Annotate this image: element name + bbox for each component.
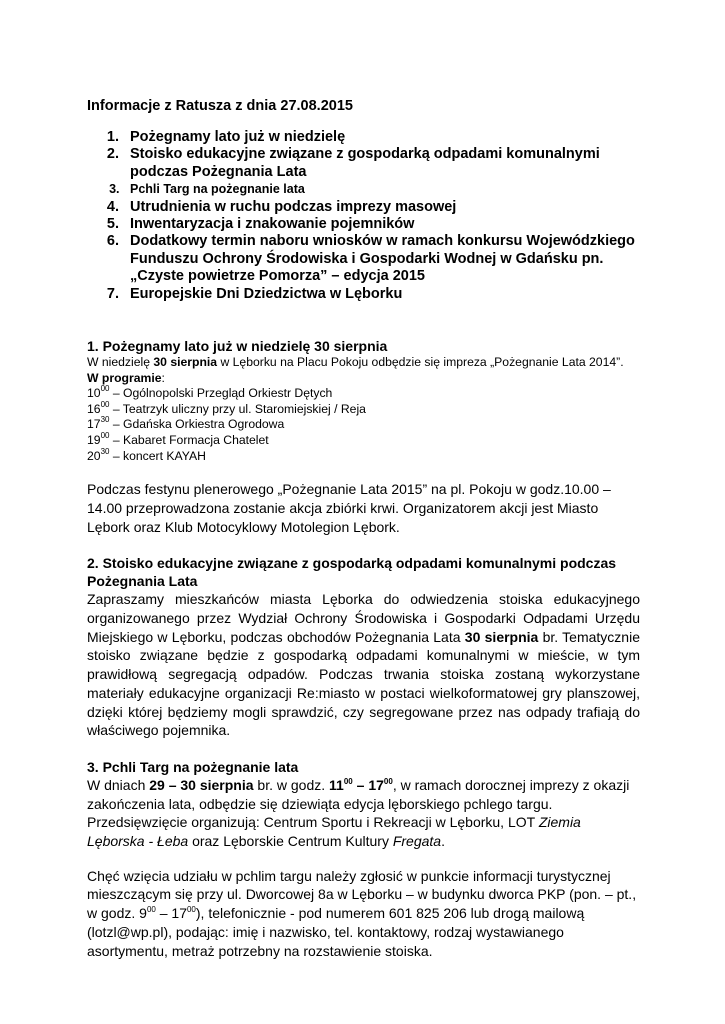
fregata-name: Fregata: [392, 833, 442, 850]
program-minute: 00: [100, 399, 110, 409]
program-label: [87, 371, 640, 387]
body-text: oraz Lęborskie Centrum Kultury: [188, 833, 393, 850]
program-text: – Ogólnopolski Przegląd Orkiestr Dętych: [109, 386, 333, 401]
toc-item: 6. Dodatkowy termin naboru wniosków w ramach konkursu Wojewódzkiego Funduszu Ochrony Środowiska i Gospodarki Wodnej w Gdańsku pn. „Czyste powietrze Pomorza” – edycja 2015: [123, 233, 640, 285]
section-3-paragraph-1: [87, 776, 640, 851]
body-date: 30 sierpnia: [464, 628, 539, 645]
program-hour: 10: [87, 386, 101, 401]
document-title: Informacje z Ratusza z dnia 27.08.2015: [87, 98, 353, 114]
program-text: – Teatrzyk uliczny przy ul. Staromiejskiej / Reja: [109, 401, 366, 416]
program-label-text: W programie: [87, 370, 162, 385]
program-minute: 00: [100, 431, 110, 441]
lot-name: Ziemia Lęborska - Łeba: [87, 814, 581, 850]
intro-text: W niedzielę: [87, 355, 154, 370]
section-1-heading: 1. Pożegnamy lato już w niedzielę 30 sierpnia: [87, 338, 388, 355]
document-page: [87, 97, 640, 960]
section-3-paragraph-2: [87, 867, 640, 961]
body-text: Zapraszamy mieszkańców miasta Lęborka do odwiedzenia stoiska edukacyjnego organizowanego przez Wydział Ochrony Środowiska i Gospodarki Odpadami Urzędu Miejskiego w Lęborku, podczas obchodów Pożegnania Lata: [87, 591, 640, 645]
section-3: [87, 758, 640, 960]
toc-item: 5. Inwentaryzacja i znakowanie pojemników: [123, 216, 640, 233]
program-minute: 30: [100, 446, 110, 456]
program-item: [87, 433, 640, 449]
program-hour: 20: [87, 448, 101, 463]
section-2: [87, 554, 640, 740]
body-text: W dniach: [87, 776, 150, 793]
toc-item: 4. Utrudnienia w ruchu podczas imprezy masowej: [123, 199, 640, 216]
spacer: [87, 464, 640, 480]
intro-text: w Lęborku na Placu Pokoju odbędzie się impreza „Pożegnanie Lata 2014”.: [217, 355, 624, 370]
section-1: [87, 337, 640, 536]
body-text: – 17: [155, 905, 187, 922]
dash: –: [352, 776, 369, 793]
toc-item: 7. Europejskie Dni Dziedzictwa w Lęborku: [123, 286, 640, 303]
program-minute: 30: [100, 415, 110, 425]
toc-item: 2. Stoisko edukacyjne związane z gospodarką odpadami komunalnymi podczas Pożegnania Lata: [123, 146, 640, 181]
body-text: br. Tematycznie stoisko związane będzie z gospodarką odpadami komunalnymi w mieście, w tym prawidłową segregacją odpadów. Podczas trwania stoiska zostaną wykorzystane materiały edukacyjne organizacji Re:miasto w postaci wielkoformatowej gry planszowej, dzięki której będziemy mogli sprawdzić, czy segregowane przez nas odpady trafiają do właściwego pojemnika.: [87, 628, 640, 739]
hour: 11: [329, 776, 344, 793]
table-of-contents: [87, 129, 640, 303]
program-text: – Gdańska Orkiestra Ogrodowa: [109, 417, 285, 432]
minute: 00: [146, 905, 156, 915]
section-2-heading: 2. Stoisko edukacyjne związane z gospodarką odpadami komunalnymi podczas Pożegnania Lata: [87, 555, 617, 590]
hour: 17: [368, 776, 384, 793]
body-text: .: [441, 833, 445, 850]
program-text: – Kabaret Formacja Chatelet: [109, 433, 269, 448]
event-hours: [329, 777, 393, 793]
minute: 00: [186, 905, 196, 915]
program-label-colon: :: [161, 370, 165, 385]
program-minute: 00: [100, 384, 110, 394]
body-text: , w ramach dorocznej imprezy z okazji zakończenia lata, odbędzie się dziewiąta edycja lęborskiego pchlego targu. Przedsięwzięcie organizują: Centrum Sportu i Rekreacji w Lęborku, LOT: [87, 776, 630, 831]
festival-paragraph: Podczas festynu plenerowego „Pożegnanie Lata 2015” na pl. Pokoju w godz.10.00 – 14.00 przeprowadzona zostanie akcja zbiórki krwi. Organizatorem akcji jest Miasto Lębork oraz Klub Motocyklowy Motolegion Lębork.: [87, 481, 611, 535]
section-1-intro: [87, 355, 640, 371]
minute: 00: [383, 776, 393, 786]
minute: 00: [343, 776, 353, 786]
body-text: ), telefonicznie - pod numerem 601 825 206 lub drogą mailową (lotzl@wp.pl), podając: imię i nazwisko, tel. kontaktowy, rodzaj wystawianego asortymentu, metraż potrzebny na rozstawienie stoiska.: [87, 905, 585, 959]
program-text: – koncert KAYAH: [109, 448, 206, 463]
toc-item: 3. Pchli Targ na pożegnanie lata: [123, 181, 640, 198]
section-3-heading: 3. Pchli Targ na pożegnanie lata: [87, 758, 299, 775]
program-hour: 16: [87, 401, 101, 416]
program-hour: 17: [87, 417, 101, 432]
body-text: Chęć wzięcia udziału w pchlim targu należy zgłosić w punkcie informacji turystycznej mieszczącym się przy ul. Dworcowej 8a w Lęborku – w budynku dworca PKP (pon. – pt., w godz. 9: [87, 867, 637, 922]
program-item: [87, 386, 640, 402]
program-item: [87, 399, 640, 418]
section-2-body: [87, 590, 640, 740]
body-text: br. w godz.: [253, 776, 330, 793]
event-dates: 29 – 30 sierpnia: [149, 776, 254, 793]
spacer: [87, 851, 640, 867]
program-hour: 19: [87, 433, 101, 448]
program-item: [87, 446, 640, 465]
intro-date: 30 sierpnia: [153, 355, 218, 370]
program-item: [87, 417, 640, 433]
toc-item: 1. Pożegnamy lato już w niedzielę: [123, 129, 640, 146]
